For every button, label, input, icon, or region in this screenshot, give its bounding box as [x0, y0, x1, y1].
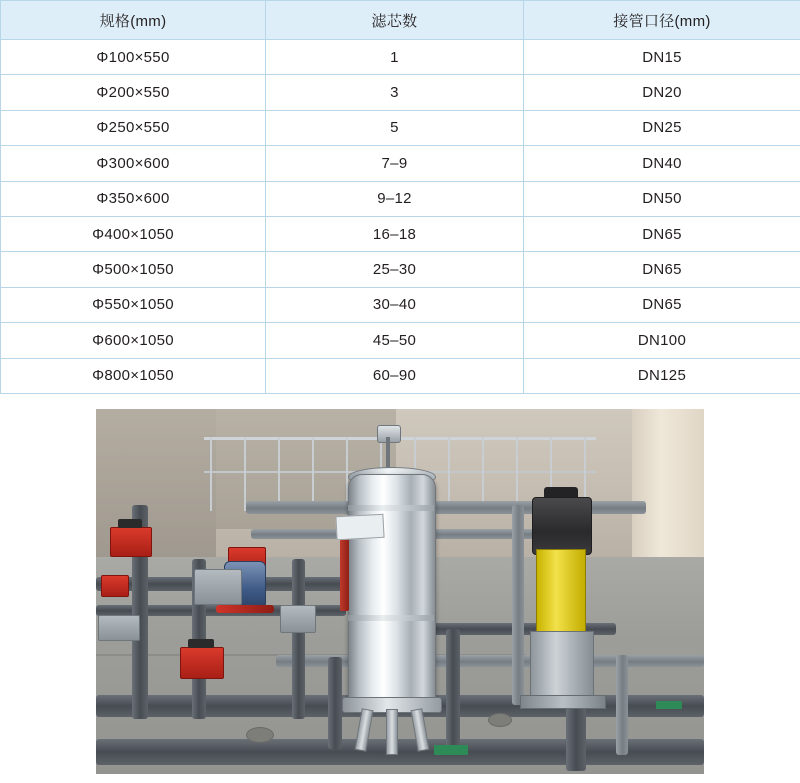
cell-connection-size: DN25 — [524, 110, 800, 145]
cell-spec: Φ500×1050 — [1, 252, 266, 287]
riser-pipe — [566, 705, 586, 771]
riser-pipe — [328, 657, 342, 749]
cell-cartridge-count: 16–18 — [266, 216, 524, 251]
riser-pipe — [292, 559, 305, 719]
cell-cartridge-count: 1 — [266, 40, 524, 75]
equipment-photo — [96, 409, 704, 774]
pipe-marking-tape — [434, 745, 468, 755]
railing-post — [244, 437, 246, 511]
valve-handle — [216, 605, 274, 613]
cell-spec: Φ300×600 — [1, 146, 266, 181]
table-row — [1, 216, 800, 251]
actuator-cap — [118, 519, 142, 528]
table-row — [1, 358, 800, 393]
actuator-cap — [188, 639, 214, 648]
table-row — [1, 110, 800, 145]
cell-spec: Φ200×550 — [1, 75, 266, 110]
table-header — [1, 1, 800, 40]
column-header-spec-label: 规格(mm) — [99, 12, 167, 30]
table-row — [1, 40, 800, 75]
cell-connection-size: DN65 — [524, 216, 800, 251]
electric-actuator — [110, 527, 152, 557]
column-header-cartridge-count-label: 滤芯数 — [371, 12, 418, 30]
cell-connection-size: DN40 — [524, 146, 800, 181]
cell-connection-size: DN65 — [524, 252, 800, 287]
cell-cartridge-count: 60–90 — [266, 358, 524, 393]
cell-connection-size: DN65 — [524, 287, 800, 322]
riser-pipe — [616, 655, 628, 755]
cell-connection-size: DN125 — [524, 358, 800, 393]
column-header-connection-size — [524, 1, 800, 40]
pipe-flange-box — [194, 569, 242, 605]
riser-pipe — [446, 629, 460, 747]
pipe-flange-box — [280, 605, 316, 633]
railing-post — [516, 437, 518, 511]
vessel-inlet-pipe — [340, 539, 349, 611]
railing-post — [312, 437, 314, 511]
table-row — [1, 323, 800, 358]
cell-spec: Φ400×1050 — [1, 216, 266, 251]
table-row — [1, 181, 800, 216]
floor-drain — [488, 713, 512, 727]
vessel-band — [348, 505, 434, 511]
cell-cartridge-count: 5 — [266, 110, 524, 145]
cell-spec: Φ800×1050 — [1, 358, 266, 393]
cell-connection-size: DN20 — [524, 75, 800, 110]
railing-post — [210, 437, 212, 511]
cell-connection-size: DN15 — [524, 40, 800, 75]
cell-cartridge-count: 45–50 — [266, 323, 524, 358]
electric-actuator — [180, 647, 224, 679]
pump-stand — [530, 631, 594, 699]
cell-spec: Φ600×1050 — [1, 323, 266, 358]
pump-body — [536, 549, 586, 635]
railing-post — [278, 437, 280, 511]
cell-spec: Φ250×550 — [1, 110, 266, 145]
riser-pipe — [512, 505, 524, 705]
column-header-connection-size-label: 接管口径(mm) — [613, 12, 711, 30]
railing-post — [448, 437, 450, 511]
table-body — [1, 40, 800, 394]
cell-cartridge-count: 25–30 — [266, 252, 524, 287]
cell-spec: Φ550×1050 — [1, 287, 266, 322]
column-header-spec — [1, 1, 266, 40]
table-row — [1, 146, 800, 181]
table-row — [1, 287, 800, 322]
cell-connection-size: DN50 — [524, 181, 800, 216]
railing-post — [482, 437, 484, 511]
column-header-cartridge-count — [266, 1, 524, 40]
pipe-marking-tape — [656, 701, 682, 709]
cell-cartridge-count: 7–9 — [266, 146, 524, 181]
valve-body — [101, 575, 129, 597]
pipe-flange-box — [98, 615, 140, 641]
gauge-stem — [386, 437, 390, 469]
vessel-leg — [386, 709, 398, 755]
table-header-row — [1, 1, 800, 40]
cell-spec: Φ350×600 — [1, 181, 266, 216]
cell-connection-size: DN100 — [524, 323, 800, 358]
floor-drain — [246, 727, 274, 743]
vessel-band — [348, 615, 434, 621]
pump-motor — [532, 497, 592, 555]
main-header-pipe — [96, 739, 704, 765]
table-row — [1, 252, 800, 287]
cell-spec: Φ100×550 — [1, 40, 266, 75]
pump-base — [520, 695, 606, 709]
cell-cartridge-count: 9–12 — [266, 181, 524, 216]
cell-cartridge-count: 30–40 — [266, 287, 524, 322]
photo-scene — [96, 409, 704, 774]
cell-cartridge-count: 3 — [266, 75, 524, 110]
table-row — [1, 75, 800, 110]
vessel-label-tag — [335, 514, 384, 540]
